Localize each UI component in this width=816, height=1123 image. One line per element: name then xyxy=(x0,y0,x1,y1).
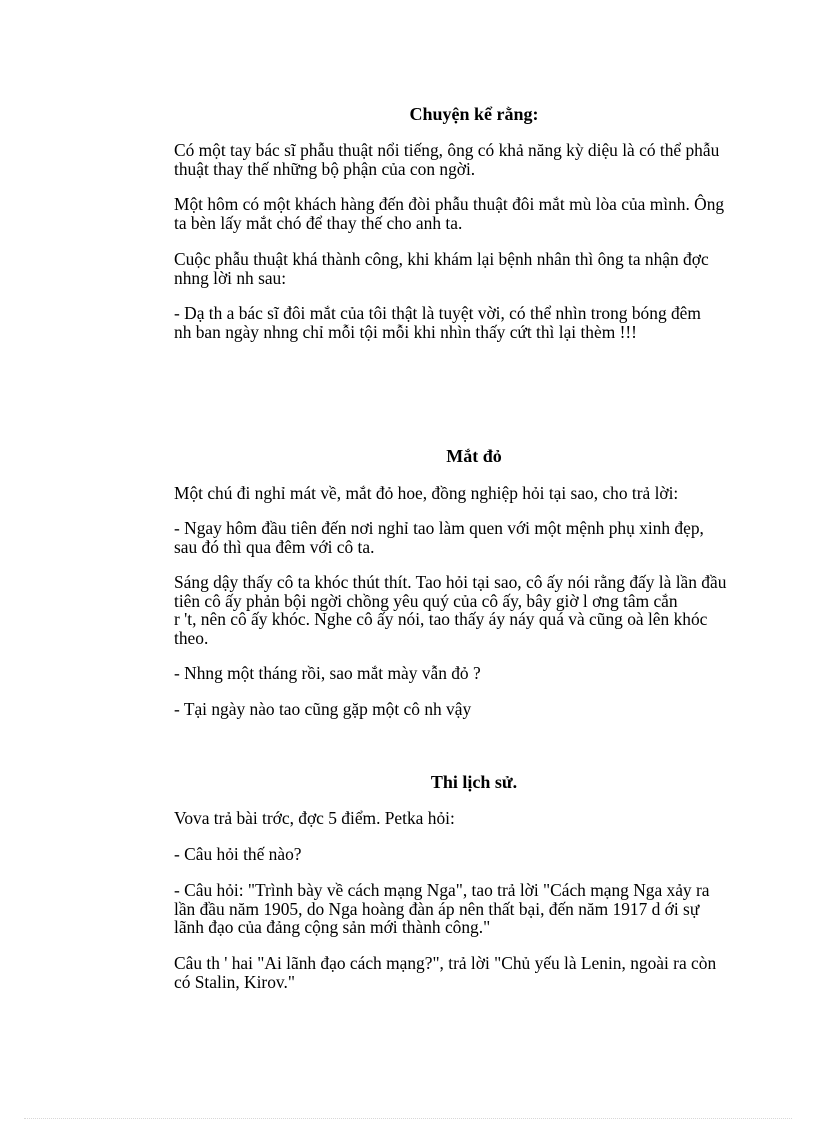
story-title-2: Mắt đỏ xyxy=(446,446,502,466)
text-line: Cuộc phẫu thuật khá thành công, khi khám lại bệnh nhân thì ông ta nhận đợc xyxy=(174,249,709,269)
text-line: - Nhng một tháng rồi, sao mắt mày vẫn đỏ ? xyxy=(174,663,481,683)
story-1-paragraph-1 xyxy=(174,141,774,178)
story-3-paragraph-3 xyxy=(174,881,774,937)
text-line: Một chú đi nghỉ mát về, mắt đỏ hoe, đồng nghiệp hỏi tại sao, cho trả lời: xyxy=(174,483,679,503)
story-title-3: Thi lịch sử. xyxy=(430,772,518,792)
text-line: Vova trả bài trớc, đợc 5 điểm. Petka hỏi: xyxy=(174,808,455,828)
story-3-paragraph-2 xyxy=(174,845,774,864)
text-line: r 't, nên cô ấy khóc. Nghe cô ấy nói, tao thấy áy náy quá và cũng oà lên khóc xyxy=(174,609,708,629)
text-line: nh ban ngày nhng chỉ mỗi tội mỗi khi nhìn thấy cứt thì lại thèm !!! xyxy=(174,321,637,342)
story-2-paragraph-4 xyxy=(174,664,774,683)
story-title-1: Chuyện kể rằng: xyxy=(409,104,539,124)
text-line: sau đó thì qua đêm với cô ta. xyxy=(174,536,375,557)
text-line: - Câu hỏi: "Trình bày về cách mạng Nga", tao trả lời "Cách mạng Nga xảy ra xyxy=(174,880,710,900)
story-1-paragraph-2 xyxy=(174,195,774,232)
text-line: tiên cô ấy phản bội ngời chồng yêu quý của cô ấy, bây giờ l ơng tâm cắn xyxy=(174,590,678,611)
text-line: thuật thay thế những bộ phận của con ngời. xyxy=(174,158,476,179)
text-line: lãnh đạo của đảng cộng sản mới thành công." xyxy=(174,917,491,937)
text-line: Sáng dậy thấy cô ta khóc thút thít. Tao hỏi tại sao, cô ấy nói rằng đấy là lần đầu xyxy=(174,572,727,592)
text-line: ta bèn lấy mắt chó để thay thế cho anh ta. xyxy=(174,212,463,233)
story-1-paragraph-3 xyxy=(174,250,774,287)
text-line: - Câu hỏi thế nào? xyxy=(174,844,302,864)
story-3-paragraph-1 xyxy=(174,809,774,828)
text-line: Câu th ' hai "Ai lãnh đạo cách mạng?", trả lời "Chủ yếu là Lenin, ngoài ra còn xyxy=(174,953,717,973)
story-3-paragraph-4 xyxy=(174,954,774,991)
story-2-paragraph-1 xyxy=(174,484,774,503)
text-line: - Ngay hôm đầu tiên đến nơi nghỉ tao làm quen với một mệnh phụ xinh đẹp, xyxy=(174,518,704,538)
text-line: - Tại ngày nào tao cũng gặp một cô nh vậy xyxy=(174,699,472,719)
text-line: - Dạ th a bác sĩ đôi mắt của tôi thật là tuyệt vời, có thể nhìn trong bóng đêm xyxy=(174,303,701,323)
story-2-paragraph-3 xyxy=(174,573,774,647)
story-2-paragraph-2 xyxy=(174,519,774,556)
text-line: có Stalin, Kirov." xyxy=(174,971,295,992)
text-line: lần đầu năm 1905, do Nga hoàng đàn áp nên thất bại, đến năm 1917 d ới sự xyxy=(174,898,700,919)
text-line: Có một tay bác sĩ phẫu thuật nổi tiếng, ông có khả năng kỳ diệu là có thể phẫu xyxy=(174,140,720,160)
story-1-paragraph-4 xyxy=(174,304,774,341)
story-2-paragraph-5 xyxy=(174,700,774,719)
page-bottom-divider xyxy=(24,1118,792,1119)
text-line: Một hôm có một khách hàng đến đòi phẫu thuật đôi mắt mù lòa của mình. Ông xyxy=(174,194,725,214)
text-line: theo. xyxy=(174,627,209,648)
text-line: nhng lời nh sau: xyxy=(174,267,287,288)
